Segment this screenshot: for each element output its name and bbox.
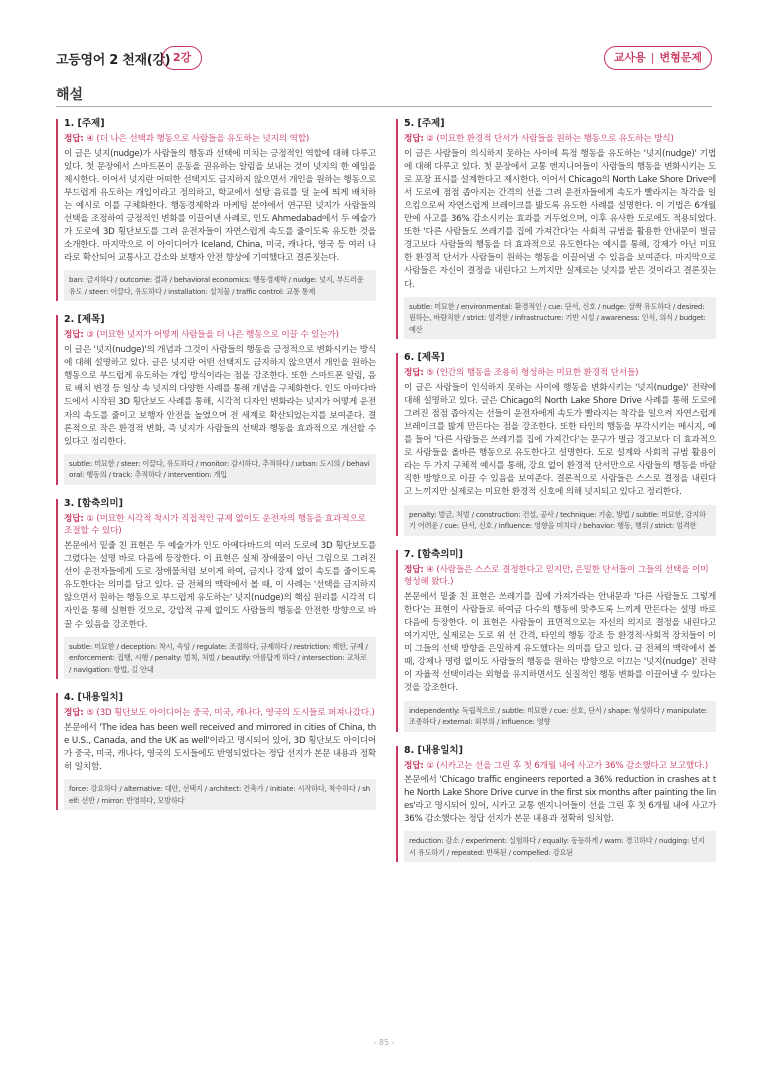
answer-text: ⑤ (3D 횡단보도 아이디어는 중국, 미국, 캐나다, 영국의 도시들로 퍼져나갔다.)	[86, 708, 375, 719]
left-column	[56, 117, 376, 822]
question-heading: 1. [주제]	[64, 118, 105, 129]
answer-label: 정답:	[404, 134, 424, 144]
question-1	[56, 117, 376, 301]
question-heading: 4. [내용일치]	[64, 692, 123, 704]
answer-text: ④ (사람들은 스스로 결정한다고 믿지만, 은밀한 단서들이 그들의 선택을 이미 형성해 왔다.)	[404, 564, 709, 588]
lesson-badge: 2강	[162, 46, 202, 70]
question-heading: 3. [함축의미]	[64, 497, 123, 509]
question-4	[56, 691, 376, 810]
answer-text: ① (미묘한 시각적 착시가 직접적인 규제 없이도 운전자의 행동을 효과적으로 조절할 수 있다)	[64, 513, 366, 537]
explanation-text: 본문에서 밑줄 친 표현은 쓰레기를 집에 가져가라는 안내문과 '다른 사람들도 그렇게 한다'는 표현이 사람들로 하여금 다수의 행동에 맞추도록 느끼게 만든다는 설명 바로 다음에 등장한다. 이 표현은 사람들이 표면적으로는 자신의 의지로 결정을 내린다고 여기지만, 실제로는 도로 위 선 간격, 타인의 행동 강조 등 환경적·사회적 장치들이 이미 그들의 선택 방향을 은밀하게 유도했다는 의미를 담고 있다. 글 전체의 맥락에서 볼 때, 강제나 명령 없이도 사람들의 행동을 원하는 방향으로 이끄는 '넛지(nudge)' 전략이 자율적 선택이라는 외형을 유지하면서도 실질적인 행동 변화를 이끌어낼 수 있다는 것을 강조한다.	[404, 591, 716, 694]
question-8	[396, 744, 716, 863]
vocabulary-box: force: 강요하다 / alternative: 대안, 선택지 / architect: 건축가 / initiate: 시작하다, 착수하다 / shelf: 선반 / mirror: 반영하다, 모방하다	[64, 779, 376, 810]
answer-line	[404, 564, 716, 589]
right-column	[396, 117, 716, 874]
question-heading: 5. [주제]	[404, 118, 445, 129]
answer-text: ③ (미묘한 넛지가 어떻게 사람들을 더 나은 행동으로 이끌 수 있는가)	[86, 330, 339, 341]
answer-line	[404, 367, 716, 380]
explanation-text: 이 글은 넛지(nudge)가 사람들의 행동과 선택에 미치는 긍정적인 역할에 대해 다루고 있다. 첫 문장에서 스마트폰이 운동을 권유하는 알림을 보내는 것이 넛지의 한 예임을 제시한다. 이어서 넛지란 어떠한 선택지도 금지하지 않으면서 개인을 원하는 행동으로 부드럽게 유도하는 개입이라고 정의하고, 학교에서 설탕 음료를 덜 눈에 띄게 배치하는 예시로 이를 구체화한다. 행동경제학과 마케팅 분야에서 연구된 넛지가 사람들의 선택을 조정하여 긍정적인 변화를 이끌어낸 사례로, 인도 Ahmedabad에서 두 예술가가 도로에 3D 횡단보도를 그려 운전자들이 자연스럽게 속도를 줄이도록 유도한 것을 소개한다. 마지막으로 이 아이디어가 Iceland, China, 미국, 캐나다, 영국 등 여러 나라로 확산되어 교통사고 감소와 보행자 안전 향상에 기여했다고 결론짓는다.	[64, 148, 376, 264]
page-header	[56, 46, 712, 72]
page-number: - 85 -	[373, 1038, 395, 1047]
answer-label: 정답:	[64, 513, 84, 524]
book-title: 고등영어 2 천재(강)	[56, 53, 171, 68]
vocabulary-box: penalty: 벌금, 처벌 / construction: 건설, 공사 / technique: 기술, 방법 / subtle: 미묘한, 감지하기 어려운 / cue: 단서, 신호 / influence: 영향을 미치다 / behavior: 행동, 행위 / strict: 엄격한	[404, 505, 716, 536]
vocabulary-box: independently: 독립적으로 / subtle: 미묘한 / cue: 신호, 단서 / shape: 형성하다 / manipulate: 조종하다 / external: 외부의 / influence: 영향	[404, 701, 716, 732]
answer-label: 정답:	[64, 134, 84, 144]
question-heading: 7. [함축의미]	[404, 548, 463, 560]
answer-label: 정답:	[404, 760, 424, 771]
explanation-text: 이 글은 사람들이 인식하지 못하는 사이에 행동을 변화시키는 '넛지(nudge)' 전략에 대해 설명하고 있다. 글은 Chicago의 North Lake Shore Drive 사례를 통해 도로에 그려진 점점 좁아지는 선들이 운전자에게 속도가 빨라지는 착각을 일으켜 자연스럽게 브레이크를 밟게 만든다는 점을 강조한다. 또한 타인의 행동을 부각시키는 메시지, 예를 들어 '다른 사람들은 쓰레기를 집에 가져간다'는 문구가 벌금 경고보다 더 효과적으로 사람들을 올바른 행동으로 유도한다고 설명한다. 도로 설계와 사회적 규범 활용이라는 두 가지 구체적 예시를 통해, 강요 없이 환경적 단서만으로 사람들의 행동을 바람직한 방향으로 이끌 수 있음을 보여준다. 결론적으로 사람들은 스스로 결정을 내린다고 느끼지만 실제로는 미묘한 환경적 신호에 의해 넛지되고 있다고 정리한다.	[404, 382, 716, 498]
explanation-text: 이 글은 '넛지(nudge)'의 개념과 그것이 사람들의 행동을 긍정적으로 변화시키는 방식에 대해 설명하고 있다. 글은 넛지란 어떤 선택지도 금지하지 않으면서 개인을 원하는 행동으로 부드럽게 유도하는 개입 방식이라는 점을 강조한다. 또한 스마트폰 알림, 음료 배치 변경 등 일상 속 넛지의 다양한 사례를 통해 개념을 구체화한다. 인도 아마다바드에서 시작된 3D 횡단보도 사례를 통해, 시각적 디자인 변화라는 넛지가 어떻게 운전자의 속도를 줄이고 보행자 안전을 높였으며 전 세계로 확산되었는지를 보여준다. 결론적으로 작은 환경적 변화, 즉 넛지가 사람들의 선택과 행동을 효과적으로 개선할 수 있다고 정리한다.	[64, 345, 376, 447]
vocabulary-box: subtle: 미묘한 / deception: 착시, 속임 / regulate: 조절하다, 규제하다 / restriction: 제한, 규제 / enforcement: 집행, 시행 / penalty: 벌칙, 처벌 / beautify: 아름답게 하다 / intersection: 교차로 / navigation: 항법, 길 안내	[64, 637, 376, 680]
type-badge-divider: |	[650, 51, 655, 64]
answer-label: 정답:	[404, 368, 424, 379]
section-title: 해설	[56, 87, 84, 103]
vocabulary-box: subtle: 미묘한 / steer: 이끌다, 유도하다 / monitor: 감시하다, 추적하다 / urban: 도시의 / behavioral: 행동의 / track: 추적하다 / intervention: 개입	[64, 454, 376, 485]
type-badge	[604, 46, 712, 70]
vocabulary-box: subtle: 미묘한 / environmental: 환경적인 / cue: 단서, 신호 / nudge: 살짝 유도하다 / desired: 원하는, 바람직한 / strict: 엄격한 / infrastructure: 기반 시설 / awareness: 인식, 의식 / budget: 예산	[404, 297, 716, 340]
answer-text: ④ (더 나은 선택과 행동으로 사람들을 유도하는 넛지의 역할)	[86, 134, 310, 144]
answer-label: 정답:	[64, 330, 84, 341]
question-heading: 2. [제목]	[64, 314, 105, 326]
answer-text: ② (미묘한 환경적 단서가 사람들을 원하는 행동으로 유도하는 방식)	[426, 134, 674, 144]
question-3	[56, 497, 376, 679]
answer-label: 정답:	[404, 564, 424, 575]
answer-line	[64, 329, 376, 342]
answer-label: 정답:	[64, 708, 84, 719]
answer-line	[64, 707, 376, 720]
section-divider	[56, 106, 712, 107]
type-badge-variant: 변형문제	[659, 51, 702, 64]
answer-line	[64, 133, 376, 146]
question-6	[396, 351, 716, 535]
explanation-text: 본문에서 'Chicago traffic engineers reported a 36% reduction in crashes at the North Lake Shore Drive curve in the first six months after painting the lines'라고 명시되어 있어, 시카고 교통 엔지니어들이 선을 그린 후 첫 6개월 내에 사고가 36% 감소했다는 정답 선지가 본문 내용과 정확히 일치함.	[404, 775, 716, 825]
question-heading: 6. [제목]	[404, 352, 445, 364]
vocabulary-box: ban: 금지하다 / outcome: 결과 / behavioral economics: 행동경제학 / nudge: 넛지, 부드러운 유도 / steer: 이끌다, 유도하다 / installation: 설치물 / traffic control: 교통 통제	[64, 270, 376, 301]
question-7	[396, 548, 716, 732]
answer-text: ① (시카고는 선을 그린 후 첫 6개월 내에 사고가 36% 감소했다고 보고했다.)	[426, 760, 708, 771]
explanation-text: 본문에서 밑줄 친 표현은 두 예술가가 인도 아메다바드의 여러 도로에 3D 횡단보도를 그렸다는 설명 바로 다음에 등장한다. 이 표현은 실제 장애물이 아닌 그림으로 그려진 선이 운전자들에게 도로 장애물처럼 보이게 하여, 금지나 강제 없이 속도를 줄이도록 유도한다는 의미를 담고 있다. 글 전체의 맥락에서 볼 때, 이 사례는 '선택을 금지하지 않으면서 원하는 행동으로 부드럽게 유도하는' 넛지(nudge)의 핵심 원리를 시각적 디자인을 통해 실현한 것으로, 강압적 규제 없이도 사람들의 행동을 안전한 방향으로 바꿀 수 있음을 강조한다.	[64, 540, 376, 630]
question-5	[396, 117, 716, 339]
answer-line	[64, 513, 376, 538]
question-heading: 8. [내용일치]	[404, 744, 463, 756]
explanation-text: 본문에서 'The idea has been well received and mirrored in cities of China, the U.S., Canada, and the UK as well'이라고 명시되어 있어, 3D 횡단보도 아이디어가 중국, 미국, 캐나다, 영국의 도시들에도 반영되었다는 정답 선지가 본문 내용과 정확히 일치함.	[64, 722, 376, 772]
answer-line	[404, 760, 716, 773]
explanation-text: 이 글은 사람들이 의식하지 못하는 사이에 특정 행동을 유도하는 '넛지(nudge)' 기법에 대해 다루고 있다. 첫 문장에서 교통 엔지니어들이 사람들의 행동을 변화시키는 도로 포장 표시를 설계한다고 제시한다. 이어서 Chicago의 North Lake Shore Drive에서 도로에 점점 좁아지는 간격의 선을 그려 운전자들에게 속도가 빨라지는 착각을 일으킴으로써 자연스럽게 브레이크를 밟도록 유도한 사례를 설명한다. 이 기법은 6개월 만에 사고를 36% 감소시키는 효과를 거두었으며, 이후 유사한 도로에도 적용되었다. 또한 '다른 사람들도 쓰레기를 집에 가져간다'는 사회적 규범을 활용한 안내문이 벌금 경고보다 사람들의 행동을 더 효과적으로 유도한다는 예시를 통해, 강제가 아닌 미묘한 환경적 단서가 사람들이 원하는 행동을 이끌어낼 수 있음을 보여준다. 마지막으로 사람들은 자신이 결정을 내린다고 느끼지만 실제로는 넛지를 받은 것이라고 결론짓는다.	[404, 148, 716, 290]
answer-line	[404, 133, 716, 146]
type-badge-teacher: 교사용	[613, 51, 646, 64]
vocabulary-box: reduction: 감소 / experiment: 실험하다 / equally: 동등하게 / warn: 경고하다 / nudging: 넌지시 유도하기 / repeated: 반복된 / compelled: 강요된	[404, 831, 716, 862]
answer-text: ⑤ (인간의 행동을 조용히 형성하는 미묘한 환경적 단서들)	[426, 368, 639, 379]
question-2	[56, 313, 376, 484]
